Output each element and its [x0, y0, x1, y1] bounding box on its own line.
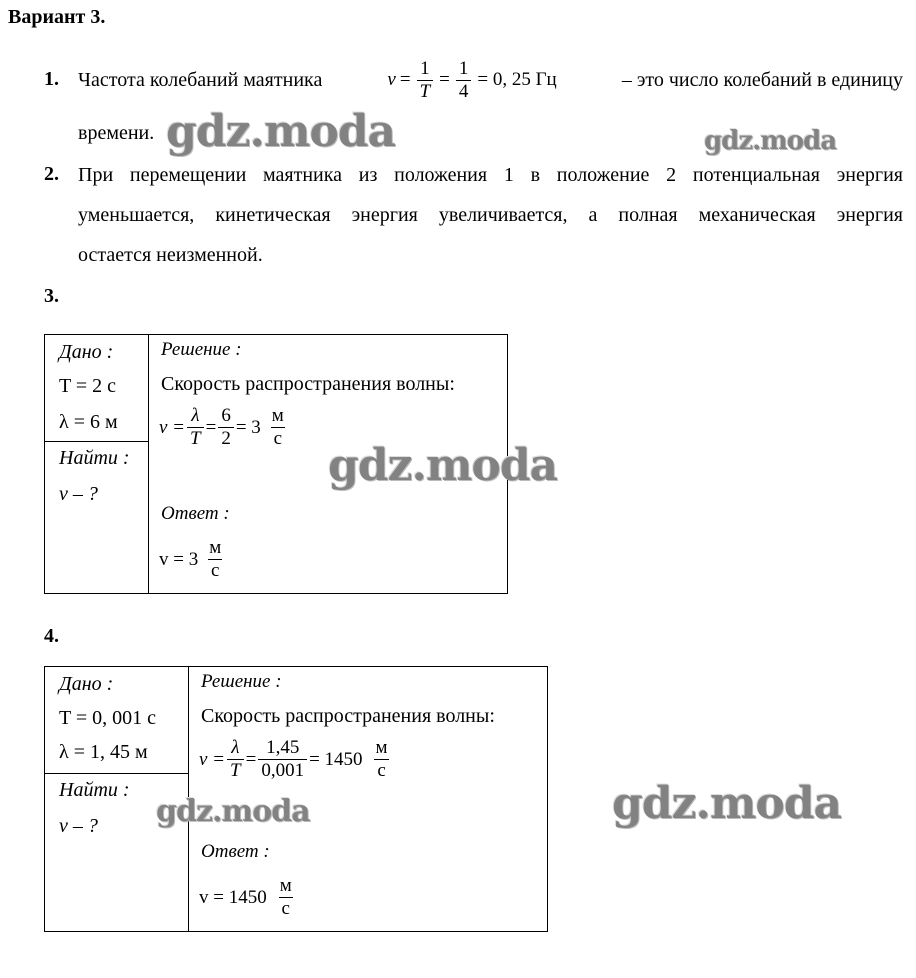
numerator: 1	[458, 57, 469, 79]
denominator: T	[227, 759, 244, 782]
find-label: Найти :	[59, 447, 130, 469]
task3-number: 3.	[44, 285, 59, 307]
fraction-1-over-4	[456, 58, 472, 103]
speed-formula	[159, 405, 289, 450]
numerator: λ	[231, 737, 240, 758]
answer-label: Ответ :	[161, 503, 230, 524]
table-divider	[45, 773, 188, 774]
fraction-1-over-T	[417, 58, 434, 103]
given-label: Дано :	[59, 341, 114, 363]
fraction-lambda-over-T	[187, 405, 204, 450]
find-speed: v – ?	[59, 815, 98, 837]
denominator: с	[374, 759, 388, 782]
numerator: 1,45	[266, 737, 300, 758]
denominator: 2	[218, 427, 234, 450]
v-equals: v =	[159, 416, 186, 438]
solution-label: Решение :	[161, 339, 242, 360]
denominator: с	[271, 427, 285, 450]
equals-sign: =	[205, 416, 217, 438]
v-equals: v =	[199, 748, 226, 770]
watermark: gdz.moda	[156, 794, 310, 829]
numerator: 1	[420, 57, 430, 79]
find-speed: v – ?	[59, 483, 98, 505]
unit-m-per-s	[373, 737, 391, 782]
task2-paragraph	[78, 155, 903, 275]
task2-number: 2.	[44, 163, 59, 185]
watermark: gdz.moda	[704, 126, 837, 156]
answer-value: v = 3	[159, 548, 199, 570]
numerator: м	[279, 875, 292, 896]
fraction-lambda-over-T	[227, 737, 244, 782]
task2-line2: уменьшается, кинетическая энергия увеличивается, а полная механическая энергия	[78, 204, 903, 226]
nu-symbol: ν	[387, 69, 396, 90]
denominator: 0,001	[258, 759, 307, 782]
numerator: 6	[221, 405, 231, 426]
equals-sign: =	[399, 69, 411, 90]
frequency-result: = 0, 25 Гц	[477, 69, 557, 90]
equals-sign: =	[439, 69, 450, 90]
given-period: T = 0, 001 с	[59, 707, 157, 729]
unit-m-per-s	[269, 405, 287, 450]
answer-value: v = 1450	[199, 886, 267, 908]
answer-label: Ответ :	[201, 841, 270, 862]
solution-label: Решение :	[201, 671, 282, 692]
table-divider	[148, 335, 149, 593]
task1-number: 1.	[44, 68, 59, 90]
numerator: м	[375, 737, 388, 758]
numerator: м	[209, 537, 222, 558]
given-wavelength: λ = 6 м	[59, 411, 118, 433]
solution-text: Скорость распространения волны:	[161, 373, 455, 395]
equals-sign: =	[245, 748, 257, 770]
given-period: T = 2 с	[59, 375, 117, 397]
task1-text-after: – это число колебаний в единицу	[621, 68, 903, 91]
denominator: с	[208, 559, 222, 582]
answer-formula	[199, 875, 297, 920]
task2-line1: При перемещении маятника из положения 1 в положение 2 потенциальная энергия	[78, 164, 903, 186]
given-wavelength: λ = 1, 45 м	[59, 741, 148, 763]
find-label: Найти :	[59, 779, 130, 801]
given-label: Дано :	[59, 673, 114, 695]
speed-result: = 1450	[309, 748, 363, 770]
solution-text: Скорость распространения волны:	[201, 705, 495, 727]
fraction-values	[258, 737, 307, 782]
task4-number: 4.	[44, 625, 59, 647]
denominator: 4	[456, 80, 472, 103]
denominator: T	[417, 80, 434, 103]
watermark: gdz.moda	[612, 778, 842, 829]
answer-formula	[159, 537, 226, 582]
denominator: T	[187, 427, 204, 450]
table-divider	[45, 441, 148, 442]
unit-m-per-s	[206, 537, 224, 582]
task1-line1	[78, 56, 903, 104]
denominator: с	[279, 897, 293, 920]
fraction-values	[218, 405, 234, 450]
task1-text-before: Частота колебаний маятника	[78, 68, 323, 91]
unit-m-per-s	[277, 875, 295, 920]
task1-formula	[387, 58, 556, 103]
numerator: λ	[191, 405, 200, 426]
page-title: Вариант 3.	[8, 6, 106, 28]
numerator: м	[271, 405, 284, 426]
task2-line3: остается неизменной.	[78, 244, 263, 266]
watermark: gdz.moda	[328, 440, 558, 491]
speed-formula	[199, 737, 393, 782]
task1-line2: времени.	[78, 122, 155, 144]
speed-result: = 3	[235, 416, 261, 438]
watermark: gdz.moda	[166, 106, 396, 157]
